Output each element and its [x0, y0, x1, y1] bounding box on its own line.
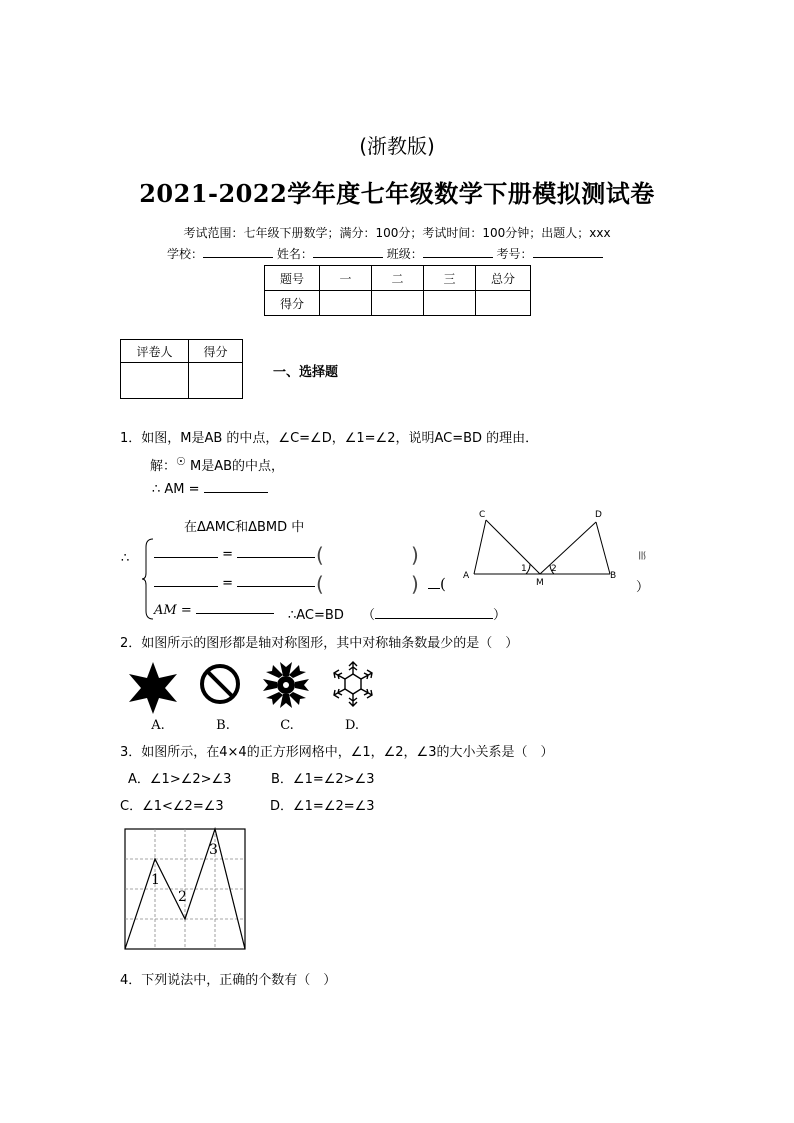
question-3: 3．如图所示，在4×4的正方形网格中，∠1，∠2，∠3的大小关系是（ ） — [120, 745, 554, 760]
no-entry-icon — [198, 662, 242, 706]
exam-info: 考试范围：七年级下册数学；满分：100分；考试时间：100分钟；出题人；xxx — [183, 226, 611, 240]
score-cell[interactable] — [476, 291, 531, 316]
q1-solution — [150, 455, 284, 474]
am-row-label: AM = — [154, 603, 192, 618]
label-m: M — [536, 578, 544, 588]
conclusion-text: ∴AC=BD — [288, 608, 344, 623]
label-d: D — [595, 510, 602, 520]
conclusion-blank[interactable] — [375, 618, 493, 619]
q3-option-d[interactable]: D．∠1=∠2=∠3 — [270, 799, 375, 814]
score-header-cell: 总分 — [476, 266, 531, 291]
score-header-cell: 二 — [372, 266, 424, 291]
option-a-label[interactable]: A. — [151, 718, 165, 733]
q1-sol-rest: M是AB的中点， — [190, 459, 285, 474]
grader-cell[interactable] — [121, 363, 189, 399]
snowflake-outline-icon — [328, 659, 378, 709]
eq1-sign: = — [222, 547, 234, 562]
q1-am-row — [154, 603, 274, 618]
score-cell[interactable] — [424, 291, 476, 316]
segment-ac — [474, 520, 486, 574]
name-label: 姓名： — [276, 247, 313, 261]
eq1-right-blank[interactable] — [237, 557, 315, 558]
because-icon: ☉ — [176, 455, 186, 468]
score-header-cell: 一 — [320, 266, 372, 291]
segment-cm — [486, 520, 540, 574]
eq2-left-blank[interactable] — [154, 586, 218, 587]
q1-eq-row-1 — [154, 547, 315, 562]
q1-conclusion — [288, 604, 506, 623]
page-title: 2021-2022学年度七年级数学下册模拟测试卷 — [139, 179, 655, 208]
q1-am-label: ∴ AM = — [152, 482, 200, 497]
label-c: C — [479, 510, 486, 520]
snowflake-solid-icon — [261, 660, 311, 710]
conclusion-paren-open: （ — [361, 608, 375, 623]
q1-sol-prefix: 解： — [150, 459, 177, 474]
side-paren: ） — [636, 580, 650, 595]
student-fields — [167, 245, 603, 262]
score-row-label: 得分 — [265, 291, 320, 316]
angle-2-label: 2 — [551, 564, 557, 574]
reason-paren-open: ( — [316, 572, 324, 596]
option-d-label[interactable]: D. — [344, 718, 360, 733]
am-row-blank[interactable] — [196, 613, 274, 614]
segment-db — [596, 522, 610, 574]
conclusion-paren-close: ） — [493, 608, 507, 623]
section-title: 一、选择题 — [273, 365, 339, 380]
eq2-right-blank[interactable] — [237, 586, 315, 587]
angle-1-label: 1 — [151, 872, 160, 888]
angle-2-label: 2 — [178, 889, 187, 905]
score-cell[interactable] — [320, 291, 372, 316]
q3-option-c[interactable]: C．∠1<∠2=∠3 — [120, 799, 224, 814]
eq2-sign: = — [222, 576, 234, 591]
q3-option-b[interactable]: B．∠1=∠2>∠3 — [271, 772, 375, 787]
score-header-cell: 题号 — [265, 266, 320, 291]
q1-in-text: 在ΔAMC和ΔBMD 中 — [184, 520, 305, 535]
q1-am-line — [152, 482, 268, 497]
score-table — [264, 265, 531, 316]
reason-paren-close: ) — [411, 572, 419, 596]
score-cell[interactable] — [372, 291, 424, 316]
therefore-mark: ∴ — [121, 551, 130, 566]
segment-md — [540, 522, 596, 574]
name-blank[interactable] — [313, 245, 383, 258]
q1-eq-row-2 — [154, 576, 315, 591]
school-label: 学校： — [167, 247, 204, 261]
option-c-label[interactable]: C. — [280, 718, 294, 733]
question-1: 1．如图，M是AB 的中点，∠C=∠D，∠1=∠2，说明AC=BD 的理由． — [120, 431, 539, 446]
question-2: 2．如图所示的图形都是轴对称图形，其中对称轴条数最少的是（ ） — [120, 636, 519, 651]
number-blank[interactable] — [533, 245, 603, 258]
reason-paren-open: ( — [316, 543, 324, 567]
grader-score-cell[interactable] — [189, 363, 243, 399]
option-b-label[interactable]: B. — [216, 718, 230, 733]
grader-table — [120, 339, 243, 399]
angle-3-label: 3 — [209, 842, 218, 858]
angle-1-label: 1 — [521, 564, 527, 574]
label-a: A — [463, 571, 470, 581]
q3-option-a[interactable]: A．∠1>∠2>∠3 — [128, 772, 232, 787]
school-blank[interactable] — [203, 245, 273, 258]
number-label: 考号： — [496, 247, 533, 261]
star-icon — [124, 660, 182, 716]
class-blank[interactable] — [423, 245, 493, 258]
grader-header: 评卷人 — [121, 340, 189, 363]
q1-figure — [460, 508, 630, 590]
reason-paren-open-2: ( — [428, 575, 446, 593]
subtitle: (浙教版) — [359, 134, 435, 158]
class-label: 班级： — [386, 247, 423, 261]
eq1-left-blank[interactable] — [154, 557, 218, 558]
score-header-cell: 三 — [424, 266, 476, 291]
reason-paren-close: ) — [411, 543, 419, 567]
question-4: 4．下列说法中，正确的个数有（ ） — [120, 973, 337, 988]
am-blank[interactable] — [204, 492, 268, 493]
label-b: B — [610, 571, 617, 581]
grader-score-header: 得分 — [189, 340, 243, 363]
congruence-mark: ≌ — [633, 550, 649, 561]
